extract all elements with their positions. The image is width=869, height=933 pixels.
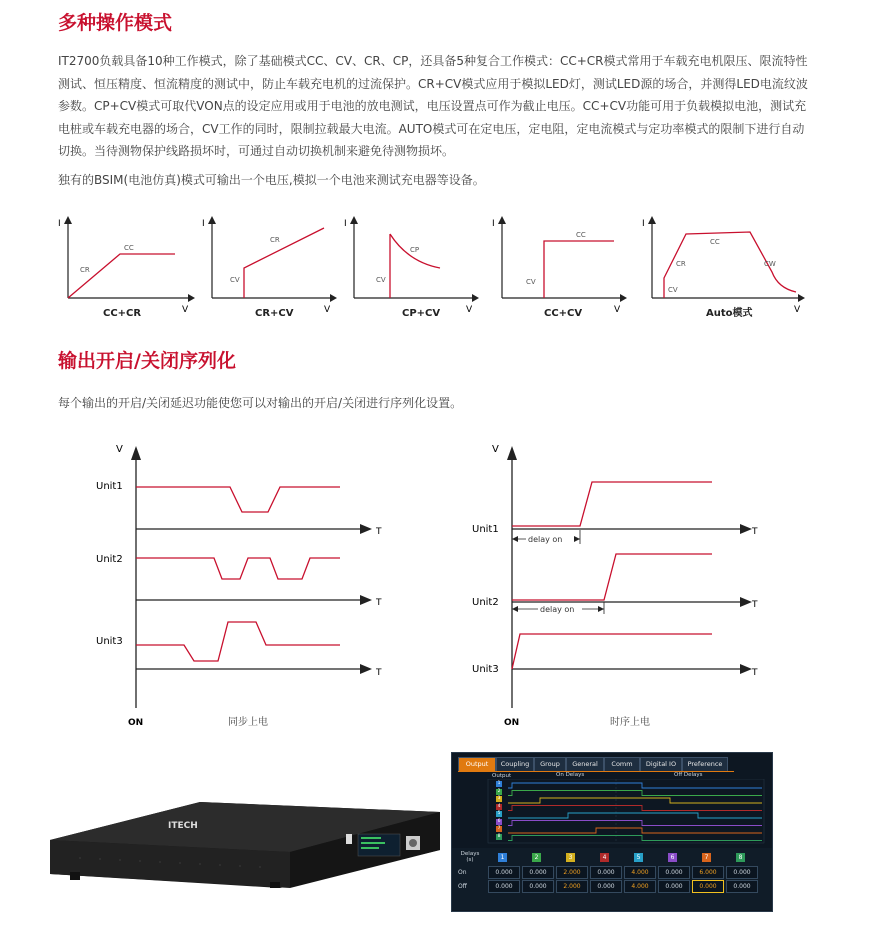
channel-badge-5: 5: [497, 811, 501, 816]
svg-text:CW: CW: [764, 260, 776, 268]
svg-text:CC: CC: [710, 238, 720, 246]
svg-text:delay on: delay on: [528, 535, 563, 544]
svg-text:同步上电: 同步上电: [228, 717, 268, 728]
off-delay-cell-5[interactable]: 4.000: [624, 880, 656, 893]
svg-text:CC+CV: CC+CV: [544, 308, 583, 319]
svg-text:CC: CC: [124, 244, 134, 252]
output-sequencing-description: 每个输出的开启/关闭延迟功能使您可以对输出的开启/关闭进行序列化设置。: [58, 396, 463, 410]
delay-wave-6: [508, 821, 762, 826]
svg-text:T: T: [376, 598, 382, 608]
table-channel-header-4: 4: [600, 853, 609, 862]
section-title-output-sequencing: 输出开启/关闭序列化: [58, 350, 236, 372]
svg-text:I: I: [58, 219, 61, 229]
delay-wave-1: [508, 783, 762, 788]
output-column-label: Output: [492, 773, 512, 779]
svg-text:V: V: [492, 444, 499, 455]
svg-text:I: I: [202, 219, 205, 229]
svg-text:CC+CR: CC+CR: [103, 308, 142, 319]
row-label-off: Off: [458, 883, 467, 890]
delay-wave-4: [508, 806, 762, 811]
svg-text:T: T: [376, 668, 382, 678]
row-label-on: On: [458, 869, 467, 876]
mode-chart-cc-cv: [490, 212, 630, 322]
svg-text:Unit3: Unit3: [96, 636, 123, 647]
svg-text:T: T: [752, 527, 758, 537]
tab-output[interactable]: Output: [458, 757, 496, 772]
svg-text:T: T: [752, 600, 758, 610]
svg-text:T: T: [376, 527, 382, 537]
on-delay-cell-6[interactable]: 0.000: [658, 866, 690, 879]
table-channel-header-7: 7: [702, 853, 711, 862]
svg-text:V: V: [324, 305, 331, 315]
tab-comm[interactable]: Comm: [604, 757, 640, 772]
delay-wave-8: [508, 836, 762, 841]
delay-wave-2: [508, 791, 762, 796]
svg-text:I: I: [344, 219, 347, 229]
on-delay-cell-1[interactable]: 0.000: [488, 866, 520, 879]
svg-text:CV: CV: [376, 276, 386, 284]
channel-badge-2: 2: [497, 788, 501, 794]
on-delay-cell-2[interactable]: 0.000: [522, 866, 554, 879]
svg-text:I: I: [492, 219, 495, 229]
delay-wave-3: [508, 798, 762, 803]
tab-coupling[interactable]: Coupling: [496, 757, 534, 772]
svg-text:V: V: [614, 305, 621, 315]
svg-text:CV: CV: [526, 278, 536, 286]
svg-text:CV: CV: [668, 286, 678, 294]
device-brand-logo: ITECH: [168, 821, 198, 831]
svg-text:T: T: [752, 668, 758, 678]
bsim-description: 独有的BSIM(电池仿真)模式可输出一个电压,模拟一个电池来测试充电器等设备。: [58, 173, 485, 187]
tab-general[interactable]: General: [566, 757, 604, 772]
on-delays-label: On Delays: [556, 772, 585, 778]
section-title-operation-modes: 多种操作模式: [58, 12, 173, 34]
svg-text:Unit2: Unit2: [472, 597, 499, 608]
mode-chart-cr-cv: [200, 212, 340, 322]
output-settings-screen: [451, 752, 773, 912]
on-delay-cell-4[interactable]: 0.000: [590, 866, 622, 879]
svg-text:V: V: [116, 444, 123, 455]
svg-text:V: V: [182, 305, 189, 315]
svg-text:CR: CR: [80, 266, 90, 274]
tab-preference[interactable]: Preference: [682, 757, 728, 772]
svg-text:ON: ON: [128, 718, 144, 728]
on-delay-cell-5[interactable]: 4.000: [624, 866, 656, 879]
svg-text:CC: CC: [576, 231, 586, 239]
table-channel-header-3: 3: [566, 853, 575, 862]
mode-chart-cp-cv: [342, 212, 482, 322]
on-delay-cell-3[interactable]: 2.000: [556, 866, 588, 879]
svg-text:时序上电: 时序上电: [610, 717, 650, 728]
operation-modes-description: IT2700负载具备10种工作模式，除了基础模式CC、CV、CR、CP，还具备5种复合工作模式：CC+CR模式常用于车载充电机限压、限流特性测试、恒压精度、恒流精度的测试中，防止车载充电机的过流保护。CR+CV模式应用于模拟LED灯，测试LED源的场合，并测得LED电流纹波参数。CP+CV模式可取代VON点的设定应用或用于电池的放电测试，电压设置点可作为截止电压。CC+CV功能可用于负载模拟电池，测试充电桩或车载充电器的场合，CV工作的同时，限制拉载最大电流。AUTO模式可在定电压，定电阻，定电流模式与定功率模式的限制下进行自动切换。当待测物保护线路损坏时，可通过自动切换机制来避免待测物损坏。: [58, 54, 808, 158]
svg-text:I: I: [642, 219, 645, 229]
channel-badge-4: 4: [497, 803, 501, 809]
channel-badge-6: 6: [497, 818, 501, 824]
table-channel-header-5: 5: [634, 853, 643, 862]
svg-text:Unit2: Unit2: [96, 554, 123, 565]
off-delays-label: Off Delays: [674, 772, 703, 778]
it2700-device-image: [40, 800, 450, 890]
svg-text:delay on: delay on: [540, 605, 575, 614]
svg-text:CP: CP: [410, 246, 420, 254]
channel-badge-1: 1: [497, 781, 501, 786]
table-channel-header-1: 1: [498, 853, 507, 862]
off-delay-cell-4[interactable]: 0.000: [590, 880, 622, 893]
mode-chart-auto: [640, 212, 810, 322]
svg-text:CR: CR: [676, 260, 686, 268]
tab-group[interactable]: Group: [534, 757, 566, 772]
svg-text:ON: ON: [504, 718, 520, 728]
svg-text:V: V: [466, 305, 473, 315]
table-channel-header-2: 2: [532, 853, 541, 862]
off-delay-cell-6[interactable]: 0.000: [658, 880, 690, 893]
timing-diagram-sequenced: [470, 438, 780, 733]
svg-text:Auto模式: Auto模式: [706, 308, 753, 319]
timing-diagram-sync: [90, 438, 400, 733]
channel-badge-8: 8: [497, 833, 501, 839]
mode-chart-cc-cr: [58, 212, 198, 322]
on-delay-cell-8[interactable]: 0.000: [726, 866, 758, 879]
channel-badge-3: 3: [497, 796, 501, 801]
svg-text:Unit3: Unit3: [472, 664, 499, 675]
svg-text:CP+CV: CP+CV: [402, 308, 441, 319]
off-delay-cell-1[interactable]: 0.000: [488, 880, 520, 893]
off-delay-cell-2[interactable]: 0.000: [522, 880, 554, 893]
tab-digital-io[interactable]: Digital IO: [640, 757, 682, 772]
off-delay-cell-8[interactable]: 0.000: [726, 880, 758, 893]
table-channel-header-6: 6: [668, 853, 677, 862]
svg-text:CV: CV: [230, 276, 240, 284]
delay-wave-5: [508, 813, 762, 818]
svg-text:V: V: [794, 305, 801, 315]
delay-wave-7: [508, 828, 762, 833]
svg-text:Unit1: Unit1: [96, 481, 123, 492]
svg-text:CR+CV: CR+CV: [255, 308, 294, 319]
svg-text:CR: CR: [270, 236, 280, 244]
table-channel-header-8: 8: [736, 853, 745, 862]
svg-text:Unit1: Unit1: [472, 524, 499, 535]
off-delay-cell-3[interactable]: 2.000: [556, 880, 588, 893]
channel-badge-7: 7: [497, 826, 501, 831]
off-delay-cell-7[interactable]: 0.000: [692, 880, 724, 893]
on-delay-cell-7[interactable]: 6.000: [692, 866, 724, 879]
delays-header: Delays (s): [460, 851, 480, 863]
